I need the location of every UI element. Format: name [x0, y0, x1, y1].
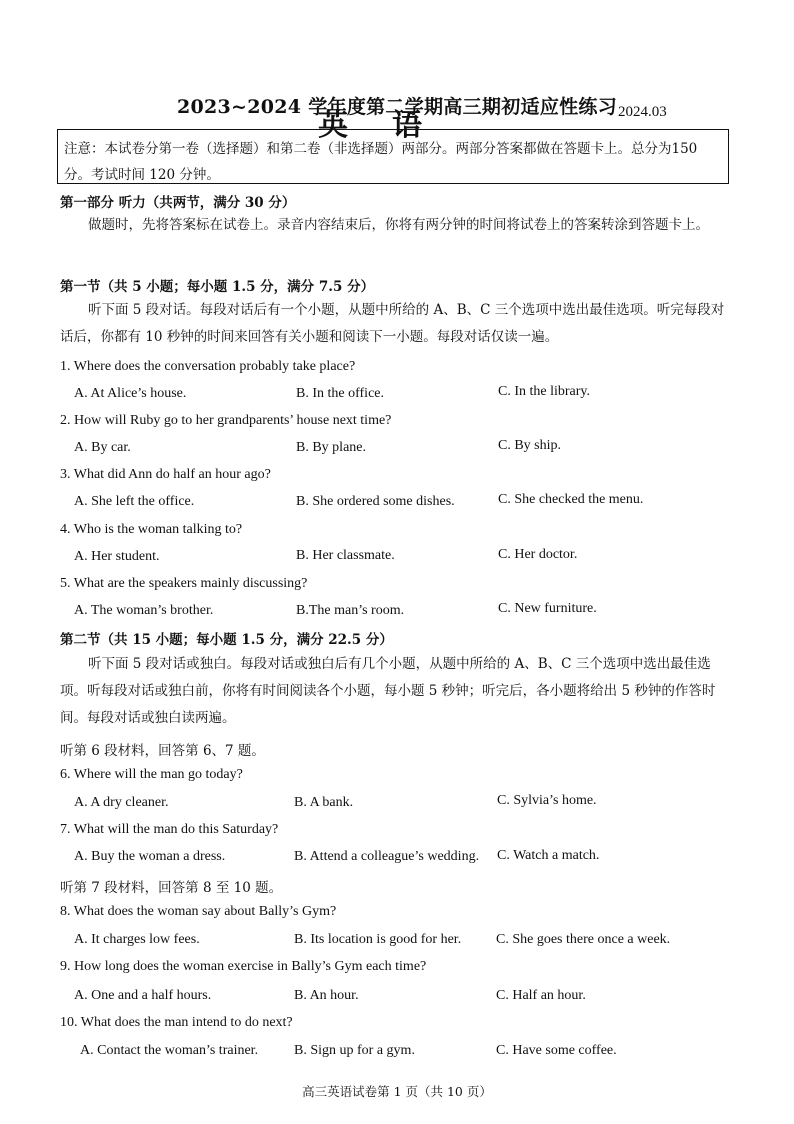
- q8-option-c: C. She goes there once a week.: [496, 932, 671, 947]
- page-footer: 高三英语试卷第 1 页（共 10 页）: [302, 1084, 492, 1099]
- q10-option-c: C. Have some coffee.: [496, 1043, 617, 1058]
- q8-option-b: B. Its location is good for her.: [294, 932, 462, 947]
- q9-option-a: A. One and a half hours.: [74, 988, 212, 1003]
- section1-instructions: 听下面 5 段对话。每段对话后有一个小题，从题中所给的 A、B、C 三个选项中选出最佳选项。听完每段对话后，你都有 10 秒钟的时间来回答有关小题和阅读下一小题。每段对话仅读一遍。: [60, 302, 725, 345]
- question-7: 7. What will the man do this Saturday?: [60, 822, 279, 837]
- part1-heading: 第一部分 听力（共两节，满分 30 分）: [60, 195, 296, 211]
- q7-option-b: B. Attend a colleague’s wedding.: [294, 849, 480, 864]
- question-6: 6. Where will the man go today?: [60, 767, 243, 782]
- question-2: 2. How will Ruby go to her grandparents’ house next time?: [60, 413, 392, 428]
- q9-option-c: C. Half an hour.: [496, 988, 586, 1003]
- q2-option-a: A. By car.: [74, 440, 131, 455]
- notice-text: 注意：本试卷分第一卷（选择题）和第二卷（非选择题）两部分。两部分答案都做在答题卡上。总分为150分。考试时间 120 分钟。: [64, 141, 698, 183]
- question-9: 9. How long does the woman exercise in Bally’s Gym each time?: [60, 959, 427, 974]
- q6-option-c: C. Sylvia’s home.: [497, 793, 597, 808]
- q4-option-b: B. Her classmate.: [296, 548, 395, 563]
- q3-option-a: A. She left the office.: [74, 494, 195, 509]
- q4-option-c: C. Her doctor.: [498, 547, 578, 562]
- q10-option-b: B. Sign up for a gym.: [294, 1043, 415, 1058]
- q1-option-a: A. At Alice’s house.: [74, 386, 187, 401]
- q5-option-b: B.The man’s room.: [296, 603, 405, 618]
- q6-option-b: B. A bank.: [294, 795, 354, 810]
- question-1: 1. Where does the conversation probably take place?: [60, 359, 356, 374]
- material-7-note: 听第 7 段材料，回答第 8 至 10 题。: [60, 880, 283, 896]
- q2-option-c: C. By ship.: [498, 438, 562, 453]
- q7-option-a: A. Buy the woman a dress.: [74, 849, 226, 864]
- section1-heading: 第一节（共 5 小题；每小题 1.5 分，满分 7.5 分）: [60, 279, 375, 295]
- part1-instructions: 做题时，先将答案标在试卷上。录音内容结束后，你将有两分钟的时间将试卷上的答案转涂到答题卡上。: [88, 217, 709, 233]
- q5-option-a: A. The woman’s brother.: [74, 603, 214, 618]
- q1-option-c: C. In the library.: [498, 384, 591, 399]
- notice-box: [57, 129, 729, 184]
- q7-option-c: C. Watch a match.: [497, 848, 600, 863]
- question-5: 5. What are the speakers mainly discussing?: [60, 576, 308, 591]
- q1-option-b: B. In the office.: [296, 386, 384, 401]
- q10-option-a: A. Contact the woman’s trainer.: [80, 1043, 259, 1058]
- q8-option-a: A. It charges low fees.: [74, 932, 200, 947]
- question-4: 4. Who is the woman talking to?: [60, 522, 243, 537]
- material-6-note: 听第 6 段材料，回答第 6、7 题。: [60, 743, 265, 759]
- q3-option-b: B. She ordered some dishes.: [296, 494, 455, 509]
- question-8: 8. What does the woman say about Bally’s Gym?: [60, 904, 337, 919]
- q4-option-a: A. Her student.: [74, 549, 160, 564]
- section2-heading: 第二节（共 15 小题；每小题 1.5 分，满分 22.5 分）: [60, 632, 393, 648]
- q9-option-b: B. An hour.: [294, 988, 359, 1003]
- section2-instructions: 听下面 5 段对话或独白。每段对话或独白后有几个小题，从题中所给的 A、B、C 三个选项中选出最佳选项。听每段对话或独白前，你将有时间阅读各个小题，每小题 5 秒钟；听完后，各小题将给出 5 秒钟的作答时间。每段对话或独白读两遍。: [60, 656, 716, 726]
- subject-title: 英语: [318, 108, 466, 143]
- q5-option-c: C. New furniture.: [498, 601, 597, 616]
- exam-title: 2023~2024 学年度第二学期高三期初适应性练习: [176, 96, 618, 118]
- question-10: 10. What does the man intend to do next?: [60, 1015, 293, 1030]
- exam-date: 2024.03: [618, 104, 667, 120]
- q6-option-a: A. A dry cleaner.: [74, 795, 169, 810]
- q3-option-c: C. She checked the menu.: [498, 492, 644, 507]
- q2-option-b: B. By plane.: [296, 440, 366, 455]
- question-3: 3. What did Ann do half an hour ago?: [60, 467, 271, 482]
